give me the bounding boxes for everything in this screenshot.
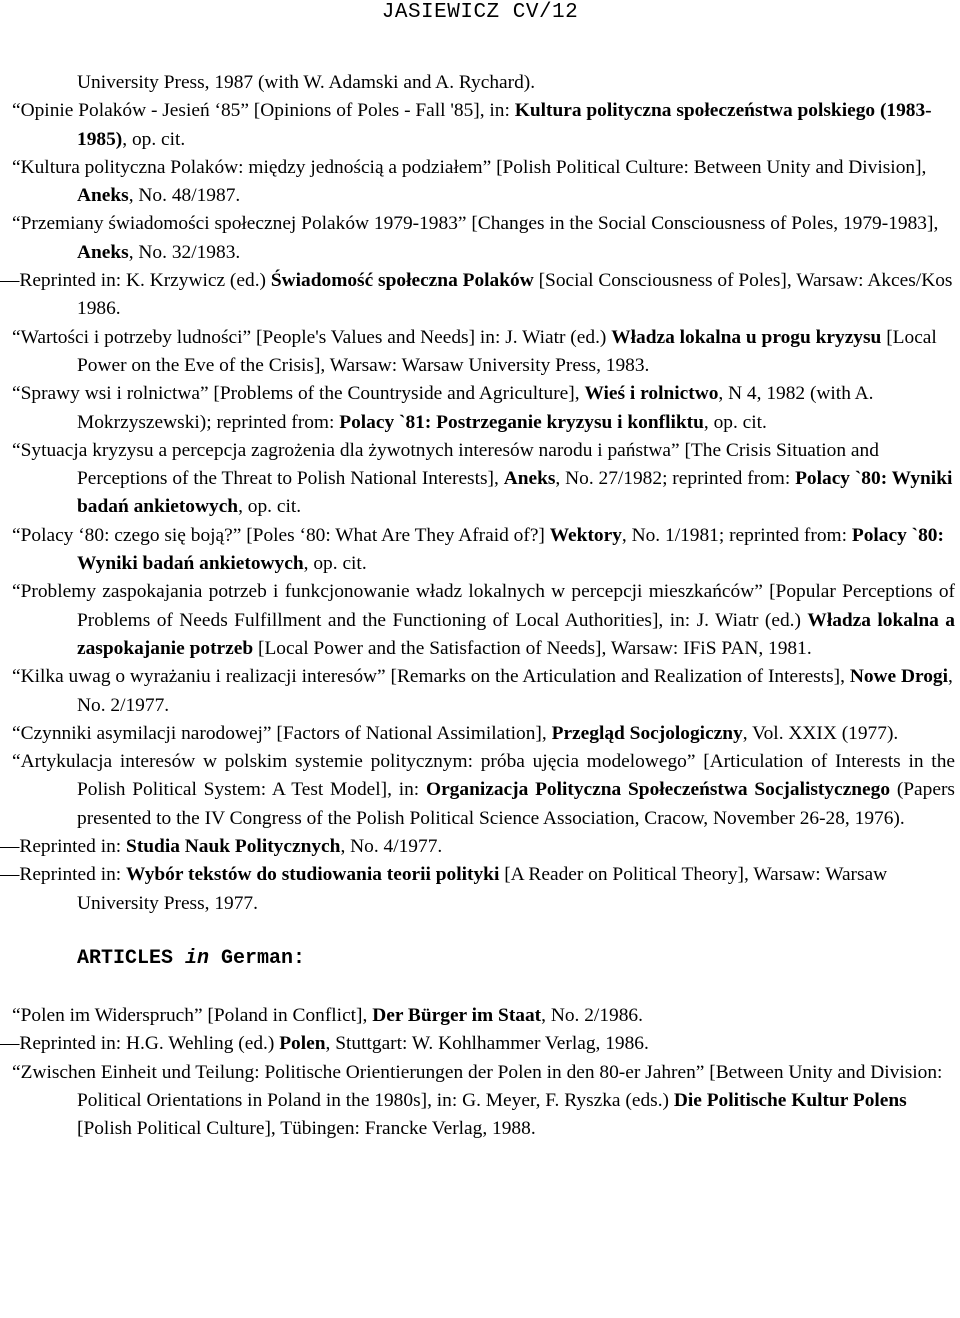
entry-text: , op. cit. bbox=[122, 128, 186, 150]
bibliography-entry bbox=[0, 578, 955, 663]
publication-title: Władza lokalna u progu kryzysu bbox=[611, 326, 882, 348]
entry-text: (Papers presented to the IV Congress of the Polish Political Science Association, Cracow, November 26-28, 1976). bbox=[77, 779, 955, 829]
entry-text: , No. 48/1987. bbox=[128, 185, 241, 207]
reprint-entry bbox=[0, 267, 955, 324]
heading-text: in bbox=[185, 946, 210, 970]
heading-text: ARTICLES bbox=[77, 946, 186, 970]
publication-title: Aneks bbox=[503, 468, 556, 490]
bibliography-entry bbox=[0, 97, 955, 154]
publication-title: Wektory bbox=[549, 524, 622, 546]
entry-text: “Wartości i potrzeby ludności” [People's Values and Needs] in: J. Wiatr (ed.) bbox=[12, 326, 612, 348]
bibliography-entry bbox=[0, 522, 955, 579]
publication-title: Die Politische Kultur Polens bbox=[673, 1089, 907, 1111]
entry-text: —Reprinted in: bbox=[0, 864, 127, 886]
publication-title: Der Bürger im Staat bbox=[372, 1004, 542, 1026]
publication-title: Polacy `80: Wyniki badań ankietowych bbox=[77, 524, 944, 575]
entry-text: , No. 1/1981; reprinted from: bbox=[621, 524, 852, 546]
entry-text: , op. cit. bbox=[303, 553, 367, 575]
entry-text: “Opinie Polaków - Jesień ‘85” [Opinions of Poles - Fall '85], in: bbox=[12, 100, 515, 122]
bibliography-entry bbox=[0, 663, 955, 720]
entry-text: —Reprinted in: K. Krzywicz (ed.) bbox=[0, 270, 271, 292]
entry-text: University Press, 1987 (with W. Adamski and A. Rychard). bbox=[77, 72, 536, 93]
publication-title: Polacy `80: Wyniki badań ankietowych bbox=[77, 468, 953, 518]
entry-text: “Kultura polityczna Polaków: między jednością a podziałem” [Polish Political Culture: Between Unity and Division], bbox=[12, 156, 927, 178]
publication-title: Władza lokalna a zaspokajanie potrzeb bbox=[77, 609, 955, 659]
entry-text: , N 4, 1982 (with A. Mokrzyszewski); reprinted from: bbox=[77, 383, 874, 433]
entry-text: , Vol. XXIX (1977). bbox=[742, 722, 899, 744]
entry-text: “Polacy ‘80: czego się boją?” [Poles ‘80: What Are They Afraid of?] bbox=[12, 524, 550, 546]
publication-title: Wieś i rolnictwo bbox=[584, 383, 719, 405]
bibliography-entry bbox=[0, 748, 955, 833]
bibliography-entry bbox=[0, 720, 955, 748]
entry-text: , No. 32/1983. bbox=[128, 241, 241, 263]
entry-text: “Przemiany świadomości społecznej Polaków 1979-1983” [Changes in the Social Consciousness of Poles, 1979-1983], bbox=[12, 213, 939, 235]
entry-text: [Local Power and the Satisfaction of Needs], Warsaw: IFiS PAN, 1981. bbox=[253, 637, 812, 659]
publication-title: Aneks bbox=[77, 185, 129, 207]
bibliography-entry bbox=[0, 154, 955, 211]
publication-title: Studia Nauk Politycznych bbox=[126, 836, 341, 858]
entry-text: [A Reader on Political Theory], Warsaw: Warsaw University Press, 1977. bbox=[77, 864, 888, 914]
reprint-entry bbox=[0, 861, 955, 918]
bibliography-entry bbox=[0, 380, 955, 437]
entry-text: “Polen im Widerspruch” [Poland in Conflict], bbox=[12, 1004, 373, 1026]
bibliography-entry bbox=[0, 1002, 955, 1030]
entry-text: “Artykulacja interesów w polskim systemie politycznym: próba ujęcia modelowego” [Articulation of Interests in the Polish Political System: A Test Model], in: bbox=[12, 751, 955, 801]
reprint-entry bbox=[0, 1030, 955, 1058]
running-header: JASIEWICZ CV/12 bbox=[381, 1, 579, 24]
entry-text: , No. 27/1982; reprinted from: bbox=[555, 468, 796, 490]
publication-title: Nowe Drogi bbox=[849, 666, 949, 688]
entry-text: , No. 2/1986. bbox=[541, 1004, 643, 1026]
bibliography-entry bbox=[0, 210, 955, 267]
entry-text: , No. 2/1977. bbox=[77, 666, 953, 716]
bibliography-list bbox=[0, 69, 955, 1143]
bibliography-entry bbox=[0, 1059, 955, 1144]
entry-text: , op. cit. bbox=[238, 496, 302, 518]
publication-title: Organizacja Polityczna Społeczeństwa Socjalistycznego bbox=[425, 779, 891, 801]
entry-text: [Social Consciousness of Poles], Warsaw: Akces/Kos 1986. bbox=[77, 270, 953, 320]
heading-text: German: bbox=[209, 946, 306, 970]
bibliography-entry bbox=[0, 324, 955, 381]
section-heading-german bbox=[0, 946, 955, 972]
entry-text: [Local Power on the Eve of the Crisis], Warsaw: Warsaw University Press, 1983. bbox=[77, 326, 937, 376]
publication-title: Polacy `81: Postrzeganie kryzysu i konfliktu bbox=[339, 411, 704, 433]
entry-text: “Kilka uwag o wyrażaniu i realizacji interesów” [Remarks on the Articulation and Realization of Interests], bbox=[12, 666, 850, 688]
publication-title: Świadomość społeczna Polaków bbox=[270, 270, 534, 292]
bibliography-entry bbox=[0, 69, 955, 97]
entry-text: , op. cit. bbox=[703, 411, 767, 433]
entry-text: “Problemy zaspokajania potrzeb i funkcjonowanie władz lokalnych w percepcji mieszkańców” [Popular Perceptions of Problems of Needs Fulfillment and the Functioning of Local Authorities], in: J. Wiatr (ed.) bbox=[12, 581, 955, 631]
entry-text: “Czynniki asymilacji narodowej” [Factors of National Assimilation], bbox=[12, 722, 552, 744]
entry-text: , No. 4/1977. bbox=[340, 836, 443, 858]
publication-title: Przegląd Socjologiczny bbox=[551, 722, 743, 744]
entry-text: “Sprawy wsi i rolnictwa” [Problems of the Countryside and Agriculture], bbox=[12, 383, 585, 405]
reprint-entry bbox=[0, 833, 955, 861]
bibliography-entry bbox=[0, 437, 955, 522]
entry-text: , Stuttgart: W. Kohlhammer Verlag, 1986. bbox=[325, 1033, 649, 1055]
entry-text: [Polish Political Culture], Tübingen: Francke Verlag, 1988. bbox=[77, 1118, 536, 1140]
publication-title: Kultura polityczna społeczeństwa polskiego (1983-1985) bbox=[77, 100, 932, 150]
publication-title: Aneks bbox=[77, 241, 129, 263]
entry-text: —Reprinted in: bbox=[0, 836, 127, 858]
entry-text: —Reprinted in: H.G. Wehling (ed.) bbox=[0, 1033, 280, 1055]
publication-title: Polen bbox=[279, 1033, 326, 1055]
entry-text: “Zwischen Einheit und Teilung: Politische Orientierungen der Polen in den 80-er Jahren” [Between Unity and Division: Political Orientations in Poland in the 1980s], in: G. Meyer, F. Ryszka (eds.) bbox=[12, 1061, 943, 1111]
entry-text: “Sytuacja kryzysu a percepcja zagrożenia dla żywotnych interesów narodu i państwa” [The Crisis Situation and Perceptions of the Threat to Polish National Interests], bbox=[12, 439, 879, 490]
publication-title: Wybór tekstów do studiowania teorii polityki bbox=[126, 864, 500, 886]
